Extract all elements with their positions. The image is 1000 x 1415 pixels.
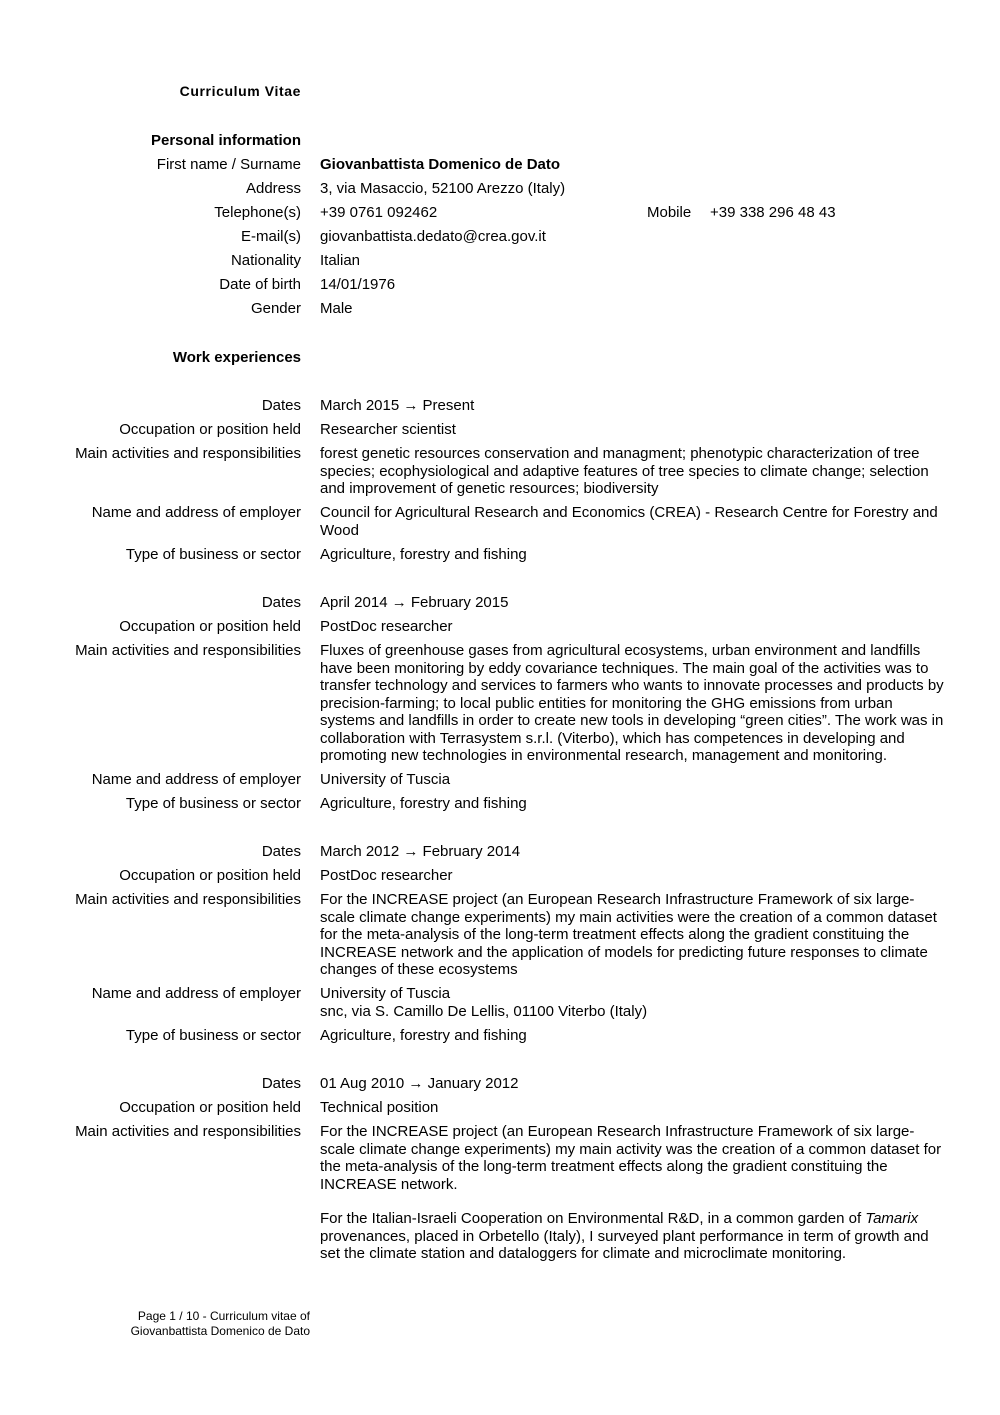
email-label: E-mail(s) xyxy=(241,228,301,245)
nationality-value: Italian xyxy=(320,252,361,269)
dates-label: Dates xyxy=(261,843,301,860)
gender-value: Male xyxy=(320,300,353,317)
work-3-employer: University of Tuscia xyxy=(320,985,451,1002)
employer-label: Name and address of employer xyxy=(91,985,301,1002)
email-value: giovanbattista.dedato@crea.gov.it xyxy=(320,228,546,245)
work-1-activities: forest genetic resources conservation and managment; phenotypic characterization of tree species; ecophysiological and adaptive features of tree species to climate change; selection and improvement of genetic resources; biodiversity xyxy=(320,445,929,497)
mobile-label: Mobile xyxy=(647,204,692,221)
sector-label: Type of business or sector xyxy=(125,1027,301,1044)
dob-value: 14/01/1976 xyxy=(320,276,396,293)
dates-label: Dates xyxy=(261,594,301,611)
work-3-occupation: PostDoc researcher xyxy=(320,867,453,884)
work-2-activities: Fluxes of greenhouse gases from agricultural ecosystems, urban environment and landfills have been monitoring by eddy covariance techniques. The main goal of the activities was to transfer technology and services to farmers who wants to innovate processes and products by precision-farming; to local public entities for monitoring the GHG emissions from urban systems and landfills in order to create new tools in developing “green cities”. The work was in collaboration with Terrasystem s.r.l. (Viterbo), which has competences in developing and promoting new technologies in environmental research, management and monitoring. xyxy=(320,642,944,764)
occupation-label: Occupation or position held xyxy=(119,867,301,884)
dates-label: Dates xyxy=(261,397,301,414)
work-4-activities-paragraph-2 xyxy=(320,1210,948,1263)
species-name-tamarix: Tamarix xyxy=(865,1210,919,1227)
work-3-sector: Agriculture, forestry and fishing xyxy=(320,1027,527,1044)
address-value: 3, via Masaccio, 52100 Arezzo (Italy) xyxy=(320,180,566,197)
work-1-sector: Agriculture, forestry and fishing xyxy=(320,546,527,563)
telephone-label: Telephone(s) xyxy=(214,204,301,221)
activities-2-text-c: provenances, placed in Orbetello (Italy), I surveyed plant performance in term of growth and set the climate station and dataloggers for climate and microclimate monitoring. xyxy=(320,1227,929,1262)
work-3-dates: March 2012 → February 2014 xyxy=(320,843,521,860)
footer-name-line: Giovanbattista Domenico de Dato xyxy=(130,1324,310,1338)
work-3-employer-address: snc, via S. Camillo De Lellis, 01100 Viterbo (Italy) xyxy=(320,1002,648,1020)
work-4-activities: For the INCREASE project (an European Research Infrastructure Framework of six large-scale climate change experiments) my main activity was the creation of a common dataset for the meta-analysis of the long-term treatment effects along the gradient constituing the INCREASE network. xyxy=(320,1123,942,1193)
activities-label: Main activities and responsibilities xyxy=(75,445,301,462)
work-4-dates: 01 Aug 2010 → January 2012 xyxy=(320,1075,519,1092)
personal-info-heading: Personal information xyxy=(150,132,301,149)
nationality-label: Nationality xyxy=(230,252,301,269)
work-2-dates: April 2014 → February 2015 xyxy=(320,594,509,611)
work-3-employer-block xyxy=(320,985,948,1020)
name-label: First name / Surname xyxy=(156,156,301,173)
activities-label: Main activities and responsibilities xyxy=(75,1123,301,1140)
telephone-value: +39 0761 092462 xyxy=(320,204,438,221)
work-1-occupation: Researcher scientist xyxy=(320,421,456,438)
work-4-activities-block xyxy=(320,1123,948,1263)
work-experiences-heading: Work experiences xyxy=(172,349,301,366)
gender-label: Gender xyxy=(250,300,301,317)
sector-label: Type of business or sector xyxy=(125,546,301,563)
activities-label: Main activities and responsibilities xyxy=(75,642,301,659)
footer-page-line: Page 1 / 10 - Curriculum vitae of xyxy=(137,1309,310,1323)
employer-label: Name and address of employer xyxy=(91,504,301,521)
sector-label: Type of business or sector xyxy=(125,795,301,812)
occupation-label: Occupation or position held xyxy=(119,618,301,635)
occupation-label: Occupation or position held xyxy=(119,421,301,438)
dob-label: Date of birth xyxy=(219,276,301,293)
work-2-employer: University of Tuscia xyxy=(320,771,451,788)
work-3-activities: For the INCREASE project (an European Research Infrastructure Framework of six large-scale climate change experiments) my main activities were the creation of a common dataset for the meta-analysis of the long-term treatment effects along the gradient constituing the INCREASE network and the application of models for predicting future responses to climate changes of these ecosystems xyxy=(320,891,937,978)
work-1-dates: March 2015 → Present xyxy=(320,397,475,414)
mobile-value: +39 338 296 48 43 xyxy=(710,204,836,221)
address-label: Address xyxy=(245,180,301,197)
full-name: Giovanbattista Domenico de Dato xyxy=(320,156,561,173)
activities-2-text-a: For the Italian-Israeli Cooperation on Environmental R&D, in a common garden of xyxy=(320,1210,866,1227)
activities-label: Main activities and responsibilities xyxy=(75,891,301,908)
page-footer xyxy=(110,1309,310,1339)
document-title: Curriculum Vitae xyxy=(179,83,301,99)
occupation-label: Occupation or position held xyxy=(119,1099,301,1116)
work-1-employer: Council for Agricultural Research and Economics (CREA) - Research Centre for Forestry and Wood xyxy=(320,504,938,539)
employer-label: Name and address of employer xyxy=(91,771,301,788)
work-2-occupation: PostDoc researcher xyxy=(320,618,453,635)
work-4-occupation: Technical position xyxy=(320,1099,439,1116)
dates-label: Dates xyxy=(261,1075,301,1092)
work-2-sector: Agriculture, forestry and fishing xyxy=(320,795,527,812)
